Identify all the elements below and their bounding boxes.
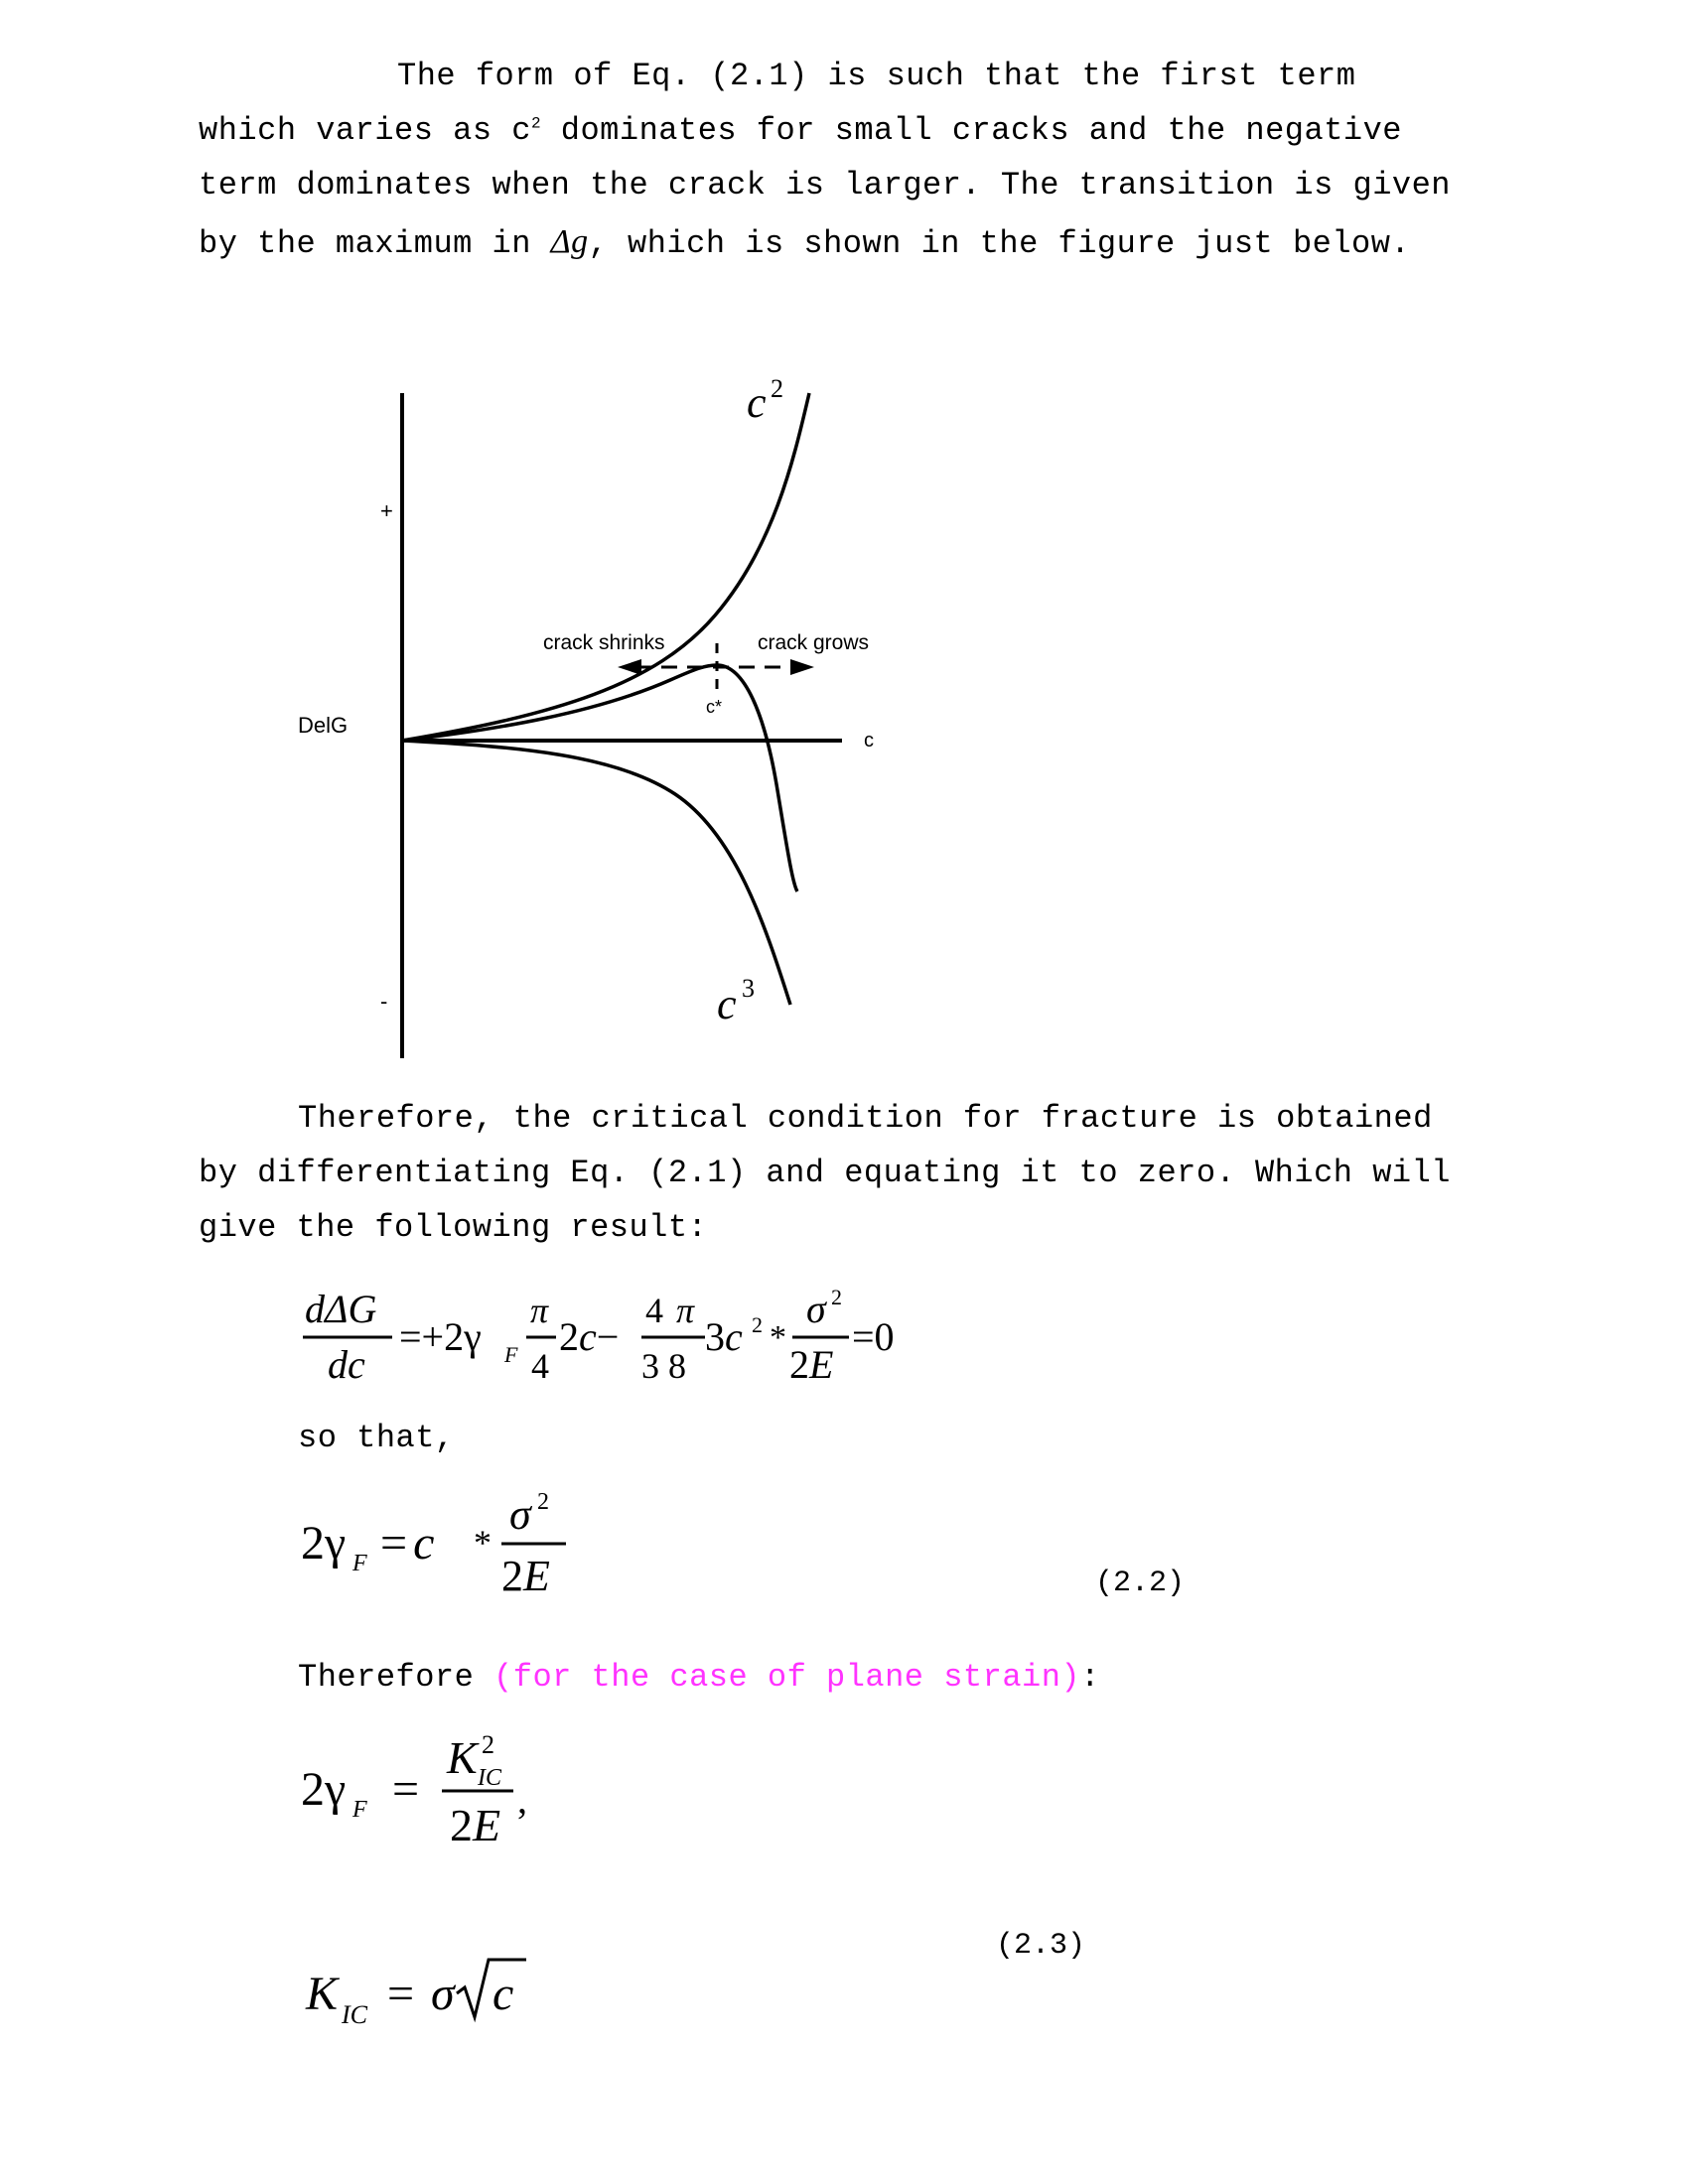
plane-strain-highlight: (for the case of plane strain): [493, 1659, 1081, 1696]
intro-line-3: term dominates when the crack is larger. The transition is given: [199, 167, 1451, 204]
eq2-eq-c: = c: [380, 1517, 435, 1570]
intro-line-4-pre: by the maximum in: [199, 225, 551, 262]
c3-label-exp: 3: [742, 974, 755, 1003]
eq3-sub-f: F: [352, 1797, 367, 1823]
arrow-right: [790, 659, 814, 675]
eq3-lhs: 2γ: [301, 1763, 347, 1816]
therefore-line: [298, 1659, 1100, 1696]
intro-line-4-post: , which is shown in the figure just below.: [588, 225, 1411, 262]
eq2-sub-f: F: [352, 1551, 367, 1576]
delta-g-symbol: Δg: [550, 223, 589, 260]
eq4-eq: =: [387, 1968, 415, 2020]
eq-number-2-2: (2.2): [1095, 1567, 1186, 1600]
intro-line-2-sup: 2: [530, 114, 542, 133]
eq1-body: =+2γ: [399, 1314, 482, 1359]
critical-label: c*: [706, 697, 723, 717]
minus-label: -: [380, 989, 388, 1014]
eq1-sub-f: F: [504, 1342, 518, 1367]
eq1-2e: 2E: [789, 1342, 834, 1387]
eq2-sigma: σ: [509, 1490, 531, 1539]
eq1-sq: 2: [752, 1312, 763, 1337]
eq1-star: *: [770, 1319, 786, 1356]
eq1-four: 4: [531, 1346, 549, 1386]
eq1-four-b: 4: [645, 1291, 663, 1330]
intro-line-2-pre: which varies as c: [199, 112, 531, 149]
eq2-lhs: 2γ: [301, 1517, 347, 1570]
crack-shrinks-label: crack shrinks: [543, 631, 665, 654]
eq4-sqrt: [457, 1960, 526, 2017]
delg-label: DelG: [298, 713, 349, 738]
intro-line-1: The form of Eq. (2.1) is such that the first term: [397, 58, 1356, 94]
c2-label: [747, 374, 783, 427]
curve-net: [402, 665, 797, 891]
eq1-sigma-sq: 2: [831, 1285, 842, 1309]
eq1-numerator: dΔG: [305, 1287, 377, 1331]
equation-gamma-kic: [293, 1717, 591, 1866]
intro-line-2-post: dominates for small cracks and the negative: [541, 112, 1402, 149]
x-axis-label: c: [864, 730, 874, 751]
eq3-k-sq: 2: [482, 1730, 494, 1759]
eq3-k-sub: IC: [478, 1765, 501, 1791]
equation-2-2: [293, 1479, 591, 1618]
eq3-eq: =: [392, 1763, 420, 1816]
para2-line-3: give the following result:: [199, 1209, 708, 1246]
curve-c3: [402, 741, 790, 1005]
eq4-k: K: [306, 1968, 339, 2020]
c2-label-exp: 2: [771, 374, 783, 403]
therefore-pre: Therefore: [298, 1659, 494, 1696]
equation-derivative: [288, 1281, 983, 1400]
eq2-sigma-sq: 2: [537, 1489, 549, 1515]
eq4-sigma: σ: [431, 1968, 455, 2020]
eq1-pi-1: π: [530, 1291, 549, 1330]
arrow-left: [618, 659, 641, 675]
para2-line-2: by differentiating Eq. (2.1) and equating it to zero. Which will: [199, 1155, 1451, 1191]
eq1-sigma: σ: [806, 1287, 826, 1331]
eq1-pi-2: π: [676, 1291, 695, 1330]
c2-label-base: c: [747, 378, 767, 427]
eq2-2e: 2E: [501, 1552, 550, 1600]
eq4-c: c: [492, 1968, 514, 2020]
eq1-2c: 2c−: [559, 1314, 620, 1359]
plus-label: +: [380, 498, 393, 523]
eq1-denominator: dc: [328, 1342, 365, 1387]
eq3-comma: ,: [517, 1777, 527, 1822]
therefore-post: :: [1080, 1659, 1100, 1696]
crack-grows-label: crack grows: [758, 631, 870, 654]
equation-kic: [298, 1936, 556, 2045]
c3-label-base: c: [717, 980, 737, 1028]
eq2-star: *: [474, 1523, 492, 1563]
eq4-sub: IC: [342, 2000, 367, 2029]
eq1-3c2: 3c: [705, 1314, 743, 1359]
eq3-k: K: [447, 1732, 478, 1783]
para2-line-1: Therefore, the critical condition for fracture is obtained: [298, 1100, 1433, 1137]
eq1-38: 3 8: [641, 1346, 686, 1386]
eq-number-2-3: (2.3): [996, 1929, 1086, 1963]
so-that-text: so that,: [298, 1420, 455, 1456]
c3-label: [717, 974, 755, 1028]
eq1-eq-zero: =0: [852, 1314, 895, 1359]
eq3-2e: 2E: [450, 1800, 501, 1850]
